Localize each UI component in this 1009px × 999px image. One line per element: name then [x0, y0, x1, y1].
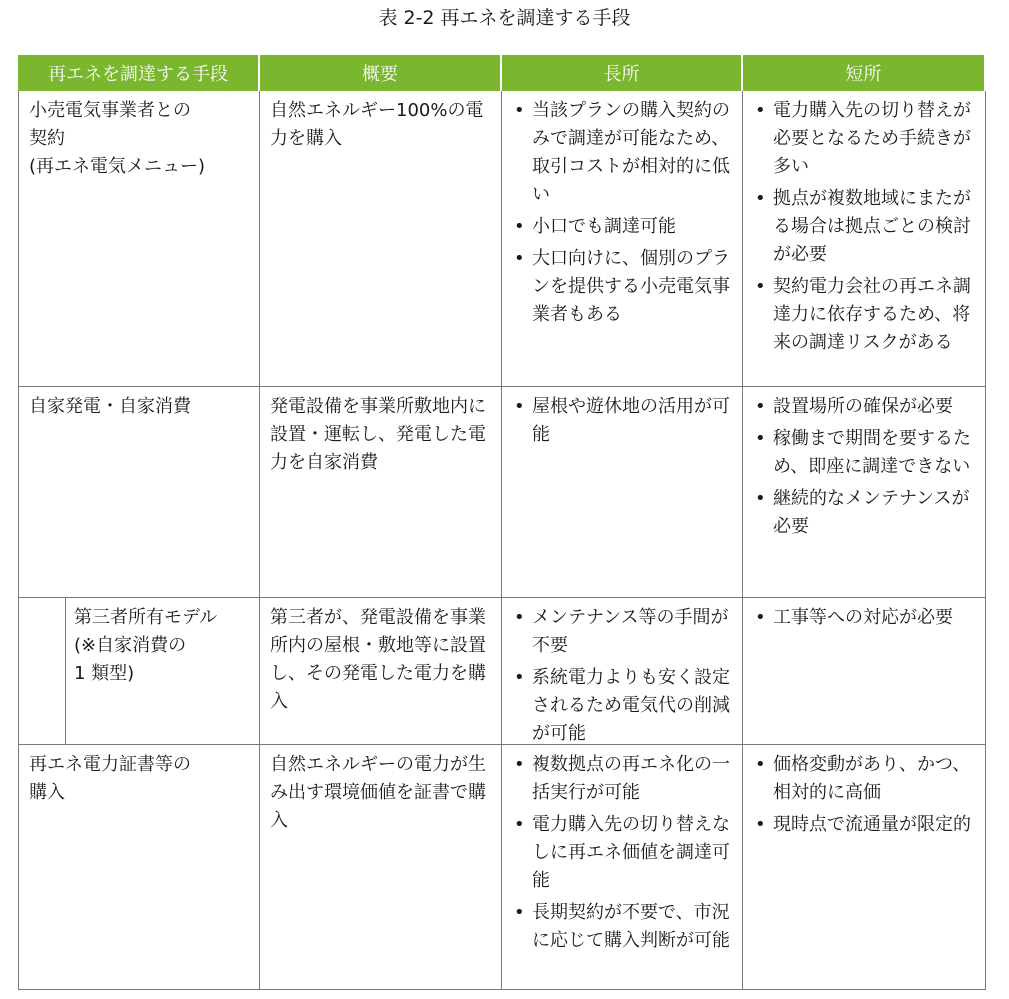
row2-con-item: • 継続的なメンテナンスが必要 [753, 485, 979, 541]
row3-method-line: 1 類型) [74, 663, 135, 684]
procurement-table [18, 55, 986, 990]
row4-pro-item: • 長期契約が不要で、市況に応じて購入判断が可能 [512, 899, 736, 955]
row2-pro-item: • 屋根や遊休地の活用が可能 [512, 393, 736, 449]
row3-method-text [66, 598, 259, 744]
row3-method [18, 598, 260, 745]
row4-method-line: 再エネ電力証書等の [29, 754, 191, 775]
header-summary: 概要 [260, 55, 502, 91]
row3-pro-item: • メンテナンス等の手間が不要 [512, 604, 736, 660]
header-pros: 長所 [502, 55, 743, 91]
row3-summary: 第三者が、発電設備を事業所内の屋根・敷地等に設置し、その発電した電力を購入 [260, 598, 502, 745]
row1-pro-item: • 小口でも調達可能 [512, 213, 736, 241]
row1-pros [502, 91, 743, 387]
row4-summary: 自然エネルギーの電力が生み出す環境価値を証書で購入 [260, 745, 502, 990]
row2-summary: 発電設備を事業所敷地内に設置・運転し、発電した電力を自家消費 [260, 387, 502, 598]
row1-con-item: • 電力購入先の切り替えが必要となるため手続きが多い [753, 97, 979, 181]
row2-method [18, 387, 260, 598]
row4-method-line: 購入 [29, 782, 65, 803]
row1-summary: 自然エネルギー100%の電力を購入 [260, 91, 502, 387]
row1-method-line: 契約 [29, 128, 65, 149]
row2-pros [502, 387, 743, 598]
header-cons: 短所 [743, 55, 986, 91]
row1-pro-item: • 大口向けに、個別のプランを提供する小売電気事業者もある [512, 245, 736, 329]
row4-pro-item: • 電力購入先の切り替えなしに再エネ価値を調達可能 [512, 811, 736, 895]
row2-method-line: 自家発電・自家消費 [29, 396, 191, 417]
row3-method-line: 第三者所有モデル [74, 607, 218, 628]
row3-method-line: (※自家消費の [74, 635, 187, 656]
row1-con-item: • 契約電力会社の再エネ調達力に依存するため、将来の調達リスクがある [753, 273, 979, 357]
row4-pros [502, 745, 743, 990]
row2-con-item: • 設置場所の確保が必要 [753, 393, 979, 421]
row1-pro-item: • 当該プランの購入契約のみで調達が可能なため、取引コストが相対的に低い [512, 97, 736, 209]
row3-pros [502, 598, 743, 745]
row1-method-line: (再エネ電気メニュー) [29, 156, 206, 177]
table-caption: 表 2-2 再エネを調達する手段 [378, 7, 631, 29]
row2-cons [743, 387, 986, 598]
row3-con-item: • 工事等への対応が必要 [753, 604, 979, 632]
row1-method-line: 小売電気事業者との [29, 100, 191, 121]
row3-indent [19, 598, 66, 744]
row2-con-item: • 稼働まで期間を要するため、即座に調達できない [753, 425, 979, 481]
row4-con-item: • 価格変動があり、かつ、相対的に高価 [753, 751, 979, 807]
header-method: 再エネを調達する手段 [18, 55, 260, 91]
row3-pro-item: • 系統電力よりも安く設定されるため電気代の削減が可能 [512, 664, 736, 745]
row4-cons [743, 745, 986, 990]
row1-con-item: • 拠点が複数地域にまたがる場合は拠点ごとの検討が必要 [753, 185, 979, 269]
row1-cons [743, 91, 986, 387]
row4-method [18, 745, 260, 990]
row1-method [18, 91, 260, 387]
row4-pro-item: • 複数拠点の再エネ化の一括実行が可能 [512, 751, 736, 807]
row4-con-item: • 現時点で流通量が限定的 [753, 811, 979, 839]
row3-cons [743, 598, 986, 745]
